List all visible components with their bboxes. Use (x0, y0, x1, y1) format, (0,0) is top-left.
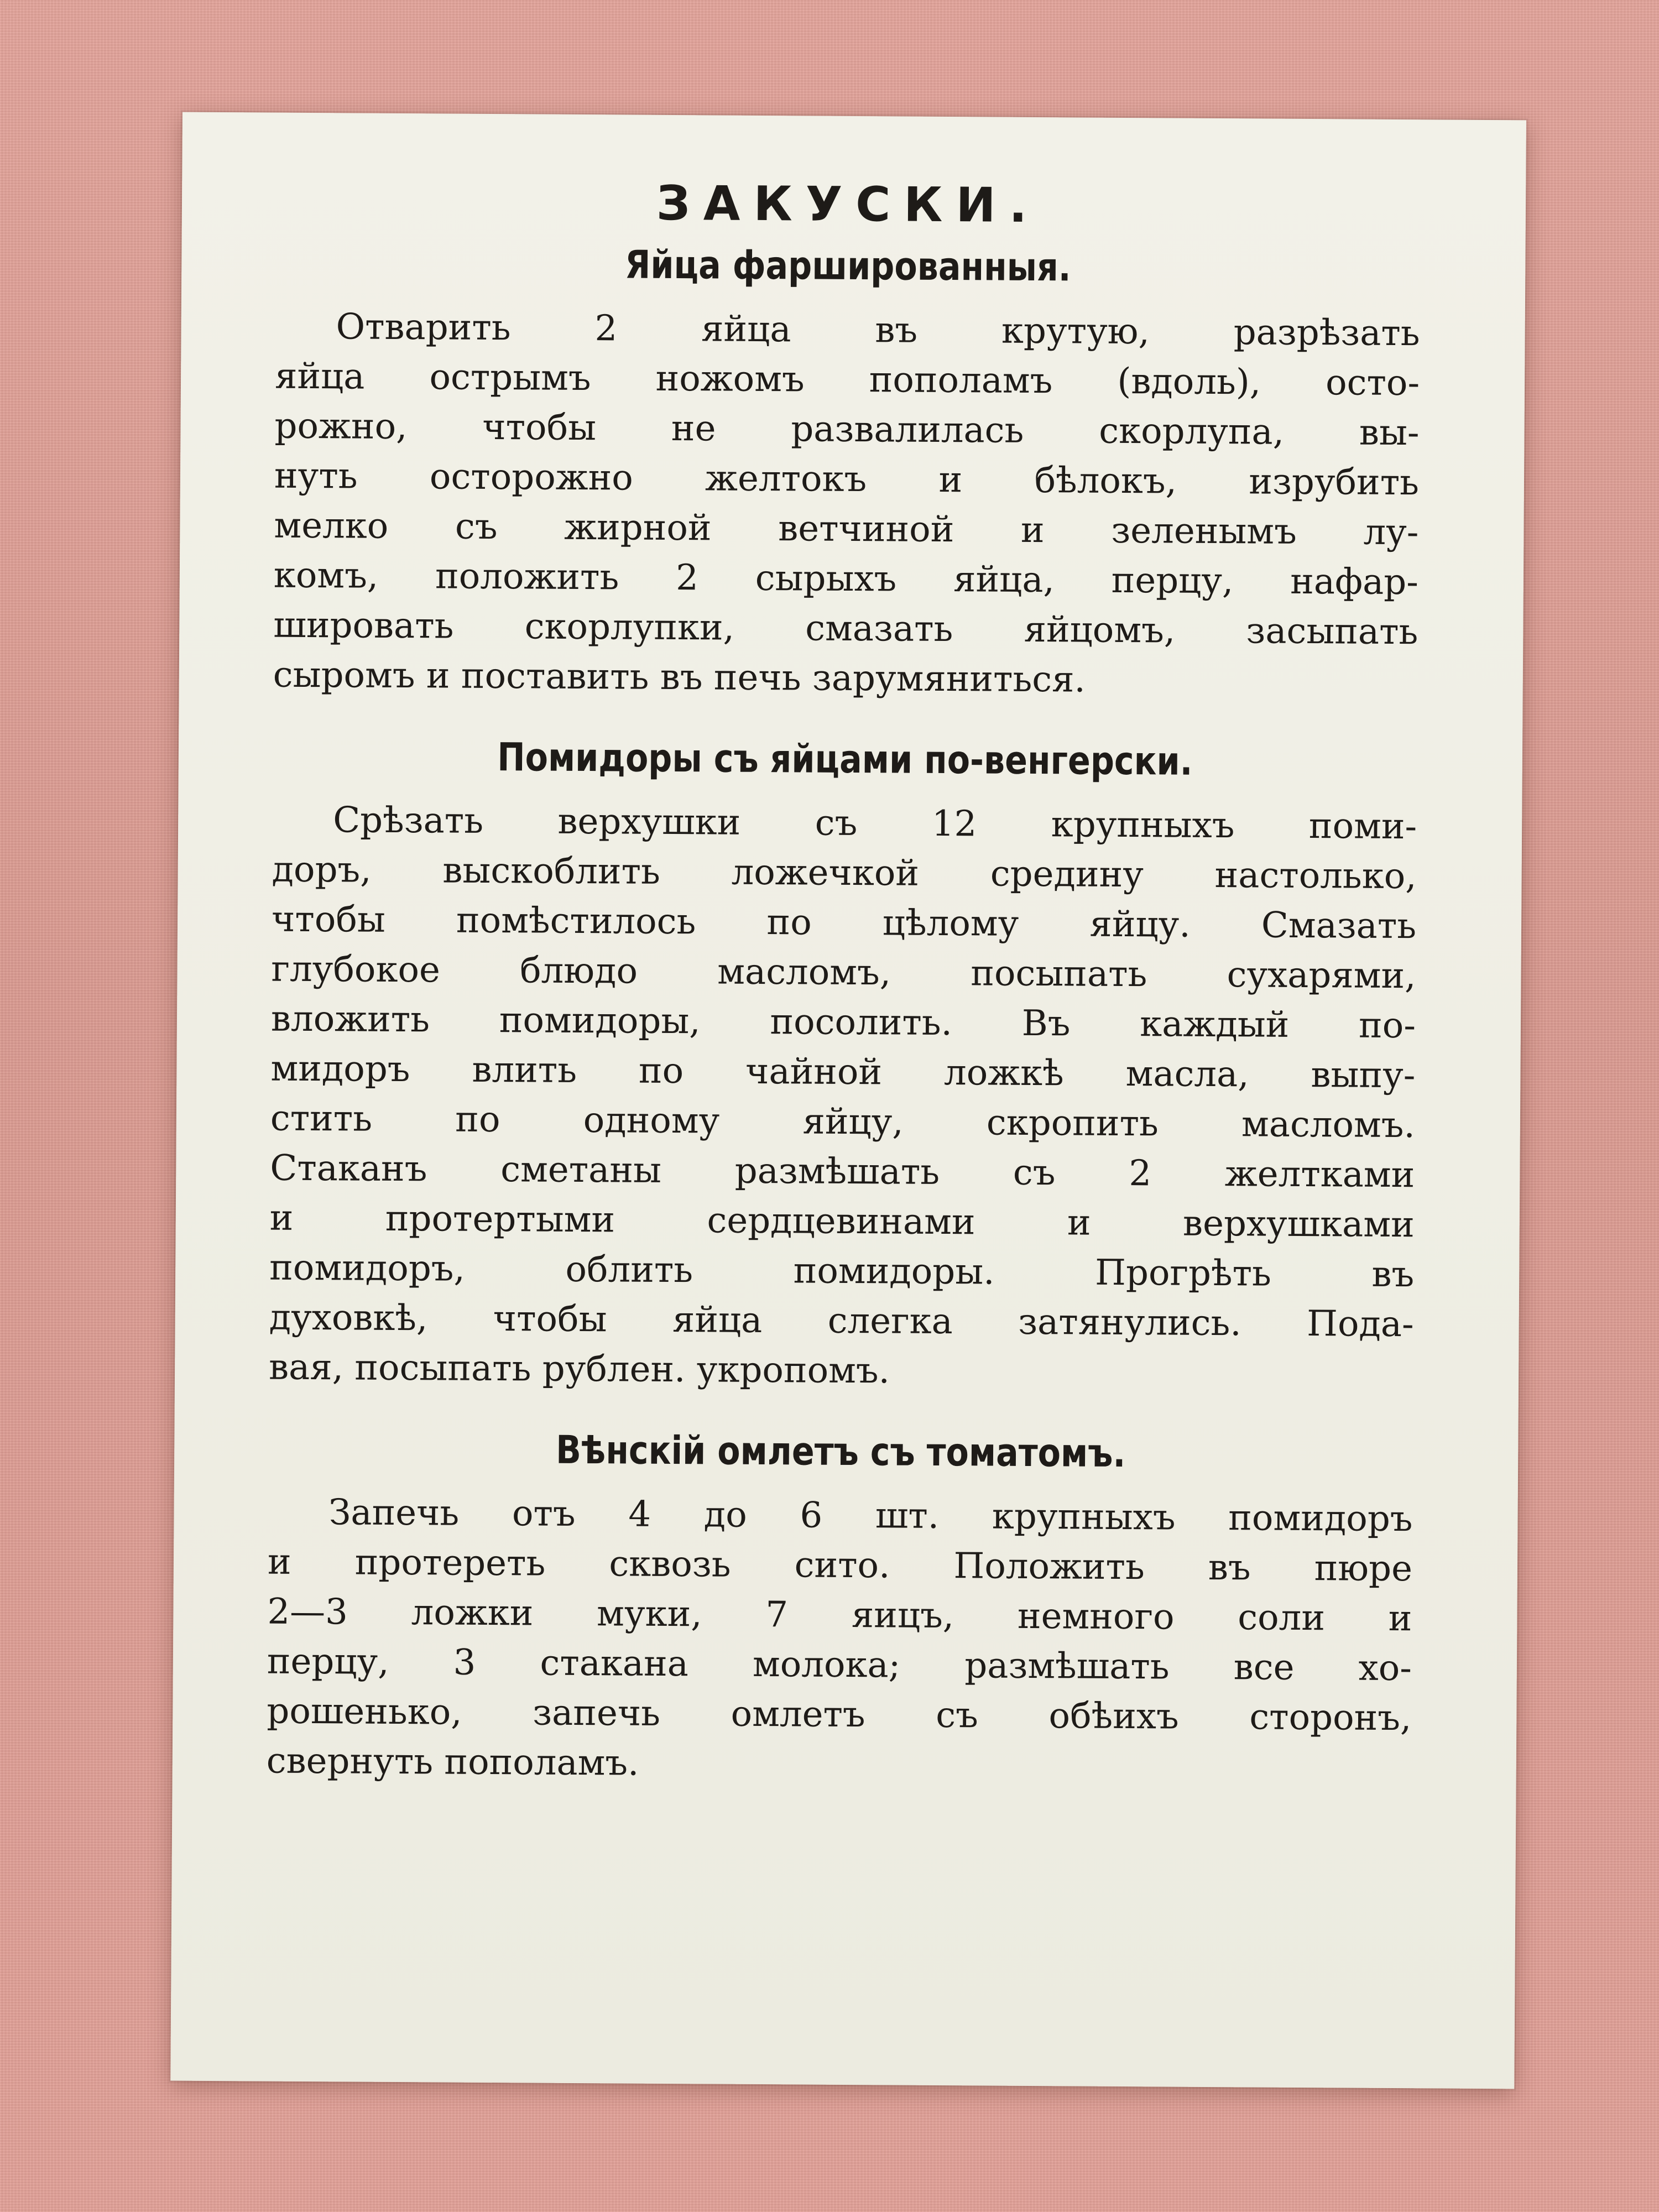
recipe-body (273, 302, 1420, 707)
text-line: свернуть пополамъ. (266, 1740, 639, 1784)
page-title: ЗАКУСКИ. (656, 175, 1041, 234)
text-line: мидоръ влить по чайной ложкѣ масла, выпу- (270, 1048, 1416, 1097)
text-line: вложить помидоры, посолить. Въ каждый по- (270, 998, 1416, 1047)
text-line: рошенько, запечь омлетъ съ обѣихъ сторонъ, (267, 1691, 1412, 1739)
text-line: доръ, выскоблить ложечкой средину настолько, (272, 849, 1417, 898)
text-line: духовкѣ, чтобы яйца слегка затянулись. Пода- (269, 1297, 1414, 1345)
recipe-body (267, 1488, 1413, 1793)
recipe-title: Помидоры съ яйцами по-венгерски. (497, 734, 1193, 784)
text-line: чтобы помѣстилось по цѣлому яйцу. Смазать (271, 899, 1417, 947)
text-line: Запечь отъ 4 до 6 шт. крупныхъ помидоръ (328, 1492, 1413, 1540)
text-line: стить по одному яйцу, скропить масломъ. (270, 1098, 1416, 1146)
text-line: глубокое блюдо масломъ, посыпать сухарями, (271, 948, 1416, 997)
recipe-card (170, 112, 1526, 2089)
recipe-viennese-omelette (267, 1426, 1413, 1793)
text-line: яйца острымъ ножомъ пополамъ (вдоль), осто- (274, 356, 1420, 404)
text-line: Стаканъ сметаны размѣшать съ 2 желтками (270, 1147, 1415, 1196)
text-line: Отварить 2 яйца въ крутую, разрѣзать (336, 306, 1420, 354)
recipe-stuffed-eggs (273, 240, 1421, 707)
text-line: комъ, положить 2 сырыхъ яйца, перцу, нафар- (273, 555, 1419, 603)
text-line: 2—3 ложки муки, 7 яицъ, немного соли и (267, 1591, 1412, 1640)
recipe-title: Вѣнскій омлетъ съ томатомъ. (555, 1427, 1126, 1477)
text-line: помидоръ, облить помидоры. Прогрѣть въ (269, 1247, 1415, 1296)
recipe-body (269, 795, 1417, 1400)
recipe-title: Яйца фаршированныя. (624, 242, 1071, 290)
text-line: перцу, 3 стакана молока; размѣшать все хо- (267, 1641, 1412, 1689)
text-line: и протереть сквозь сито. Положить въ пюре (267, 1541, 1413, 1590)
text-line: нуть осторожно желтокъ и бѣлокъ, изрубить (274, 455, 1420, 504)
text-line: и протертыми сердцевинами и верхушками (269, 1197, 1415, 1246)
text-line: рожно, чтобы не развалилась скорлупа, вы- (274, 405, 1420, 454)
text-line: мелко съ жирной ветчиной и зеленымъ лу- (274, 505, 1419, 554)
recipe-hungarian-tomatoes (269, 733, 1417, 1400)
text-line: шировать скорлупки, смазать яйцомъ, засыпать (273, 604, 1418, 653)
text-line: вая, посыпать рублен. укропомъ. (268, 1347, 890, 1392)
text-line: Срѣзать верхушки съ 12 крупныхъ поми- (332, 800, 1417, 848)
text-line: сыромъ и поставить въ печь зарумяниться. (273, 654, 1086, 701)
